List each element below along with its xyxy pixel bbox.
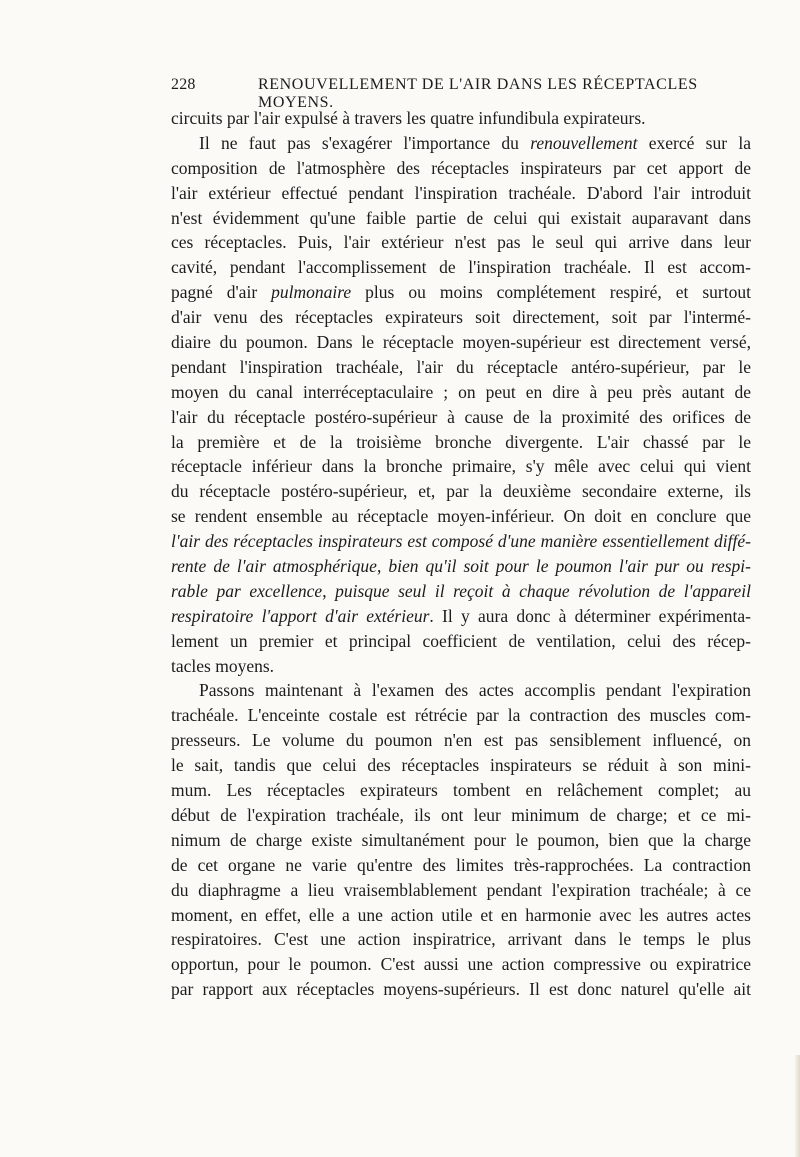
italic-segment: l'air des réceptacles inspirateurs est composé d'une manière essentiellement diffé- xyxy=(171,531,751,552)
page-number: 228 xyxy=(171,76,196,93)
text-line xyxy=(171,952,751,977)
text-segment: diaire du poumon. Dans le réceptacle moyen-supérieur est directement versé, xyxy=(171,332,751,353)
text-segment: pendant l'inspiration trachéale, l'air du réceptacle antéro-supérieur, par le xyxy=(171,356,751,377)
text-segment: presseurs. Le volume du poumon n'en est pas sensiblement influencé, on xyxy=(171,730,751,751)
text-segment: exercé sur la xyxy=(637,132,751,153)
text-line xyxy=(171,206,751,231)
text-segment: d'air venu des réceptacles expirateurs soit directement, soit par l'intermé- xyxy=(171,307,751,328)
text-line xyxy=(171,554,751,579)
text-segment: respiratoires. C'est une action inspiratrice, arrivant dans le temps le plus xyxy=(171,929,751,950)
italic-segment: rable par excellence xyxy=(171,580,323,601)
text-segment: début de l'expiration trachéale, ils ont leur minimum de charge; et ce mi- xyxy=(171,804,751,825)
running-header xyxy=(171,76,751,111)
text-line xyxy=(171,678,751,703)
text-line xyxy=(171,853,751,878)
text-line xyxy=(171,454,751,479)
italic-segment: puisque seul il reçoit à chaque révolution de l'appareil xyxy=(335,580,751,601)
text-segment: par rapport aux réceptacles moyens-supérieurs. Il est donc naturel qu'elle ait xyxy=(171,979,751,1000)
text-line xyxy=(171,703,751,728)
text-segment: l'air extérieur effectué pendant l'inspiration trachéale. D'abord l'air introduit xyxy=(171,182,751,203)
text-segment: pagné d'air xyxy=(171,282,272,303)
text-line xyxy=(171,355,751,380)
text-segment: circuits par l'air expulsé à travers les quatre infundibula expirateurs. xyxy=(171,108,646,128)
text-line xyxy=(171,106,751,131)
text-segment: l'air du réceptacle postéro-supérieur à cause de la proximité des orifices de xyxy=(171,406,751,427)
text-line xyxy=(171,405,751,430)
text-segment: le sait, tandis que celui des réceptacles inspirateurs se réduit à son mini- xyxy=(171,755,751,776)
italic-segment: renouvellement xyxy=(530,132,638,153)
text-line xyxy=(171,380,751,405)
text-segment: cavité, pendant l'accomplissement de l'inspiration trachéale. Il est accom- xyxy=(171,257,751,278)
text-line xyxy=(171,977,751,1002)
text-line xyxy=(171,181,751,206)
text-line xyxy=(171,230,751,255)
text-segment: opportun, pour le poumon. C'est aussi une action compressive ou expiratrice xyxy=(171,954,751,975)
text-line xyxy=(171,604,751,629)
italic-segment: pulmonaire xyxy=(271,282,352,303)
text-line xyxy=(171,903,751,928)
text-segment: du réceptacle postéro-supérieur, et, par la deuxième secondaire externe, ils xyxy=(171,481,751,502)
italic-segment: rente de l'air atmosphérique xyxy=(171,556,377,577)
text-segment: composition de l'atmosphère des réceptacles inspirateurs par cet apport de xyxy=(171,157,751,178)
text-segment: Passons maintenant à l'examen des actes accomplis pendant l'expiration xyxy=(199,680,751,701)
text-line xyxy=(171,654,751,679)
text-line xyxy=(171,255,751,280)
text-line xyxy=(171,728,751,753)
text-segment: , xyxy=(322,580,336,601)
text-line xyxy=(171,504,751,529)
text-line xyxy=(171,753,751,778)
text-line xyxy=(171,803,751,828)
text-line xyxy=(171,330,751,355)
text-segment: la première et de la troisième bronche divergente. L'air chassé par le xyxy=(171,431,751,452)
text-segment: trachéale. L'enceinte costale est rétrécie par la contraction des muscles com- xyxy=(171,705,751,726)
italic-segment: respiratoire l'apport d'air extérieur xyxy=(171,605,430,626)
text-line xyxy=(171,280,751,305)
text-line xyxy=(171,479,751,504)
text-line xyxy=(171,778,751,803)
text-segment: n'est évidemment qu'une faible partie de celui qui existait auparavant dans xyxy=(171,207,751,228)
text-segment: de cet organe ne varie qu'entre des limites très-rapprochées. La contraction xyxy=(171,854,751,875)
text-segment: réceptacle inférieur dans la bronche primaire, s'y mêle avec celui qui vient xyxy=(171,456,751,477)
text-segment: nimum de charge existe simultanément pour le poumon, bien que la charge xyxy=(171,829,751,850)
text-line xyxy=(171,156,751,181)
text-line xyxy=(171,529,751,554)
text-segment: ces réceptacles. Puis, l'air extérieur n'est pas le seul qui arrive dans leur xyxy=(171,232,751,253)
text-line xyxy=(171,828,751,853)
text-line xyxy=(171,131,751,156)
text-line xyxy=(171,579,751,604)
text-line xyxy=(171,305,751,330)
page-edge-stain xyxy=(794,1055,800,1157)
text-line xyxy=(171,629,751,654)
text-segment: tacles moyens. xyxy=(171,655,275,676)
text-segment: mum. Les réceptacles expirateurs tombent en relâchement complet; au xyxy=(171,780,751,801)
text-line xyxy=(171,927,751,952)
text-segment: , xyxy=(376,556,389,577)
italic-segment: bien qu'il soit pour le poumon l'air pur ou respi- xyxy=(388,556,751,577)
text-segment: moment, en effet, elle a une action utile et en harmonie avec les autres actes xyxy=(171,904,751,925)
text-segment: plus ou moins complétement respiré, et surtout xyxy=(351,282,751,303)
text-segment: se rendent ensemble au réceptacle moyen-inférieur. On doit en conclure que xyxy=(171,506,751,527)
text-segment: du diaphragme a lieu vraisemblablement pendant l'expiration trachéale; à ce xyxy=(171,879,751,900)
text-line xyxy=(171,430,751,455)
body-text xyxy=(171,106,751,1002)
text-segment: lement un premier et principal coefficient de ventilation, celui des récep- xyxy=(171,630,751,651)
text-segment: . Il y aura donc à déterminer expérimenta- xyxy=(429,605,751,626)
text-segment: Il ne faut pas s'exagérer l'importance du xyxy=(199,132,531,153)
running-title: RENOUVELLEMENT DE L'AIR DANS LES RÉCEPTACLES MOYENS. xyxy=(258,76,698,111)
text-line xyxy=(171,878,751,903)
text-segment: moyen du canal interréceptaculaire ; on peut en dire à peu près autant de xyxy=(171,381,751,402)
